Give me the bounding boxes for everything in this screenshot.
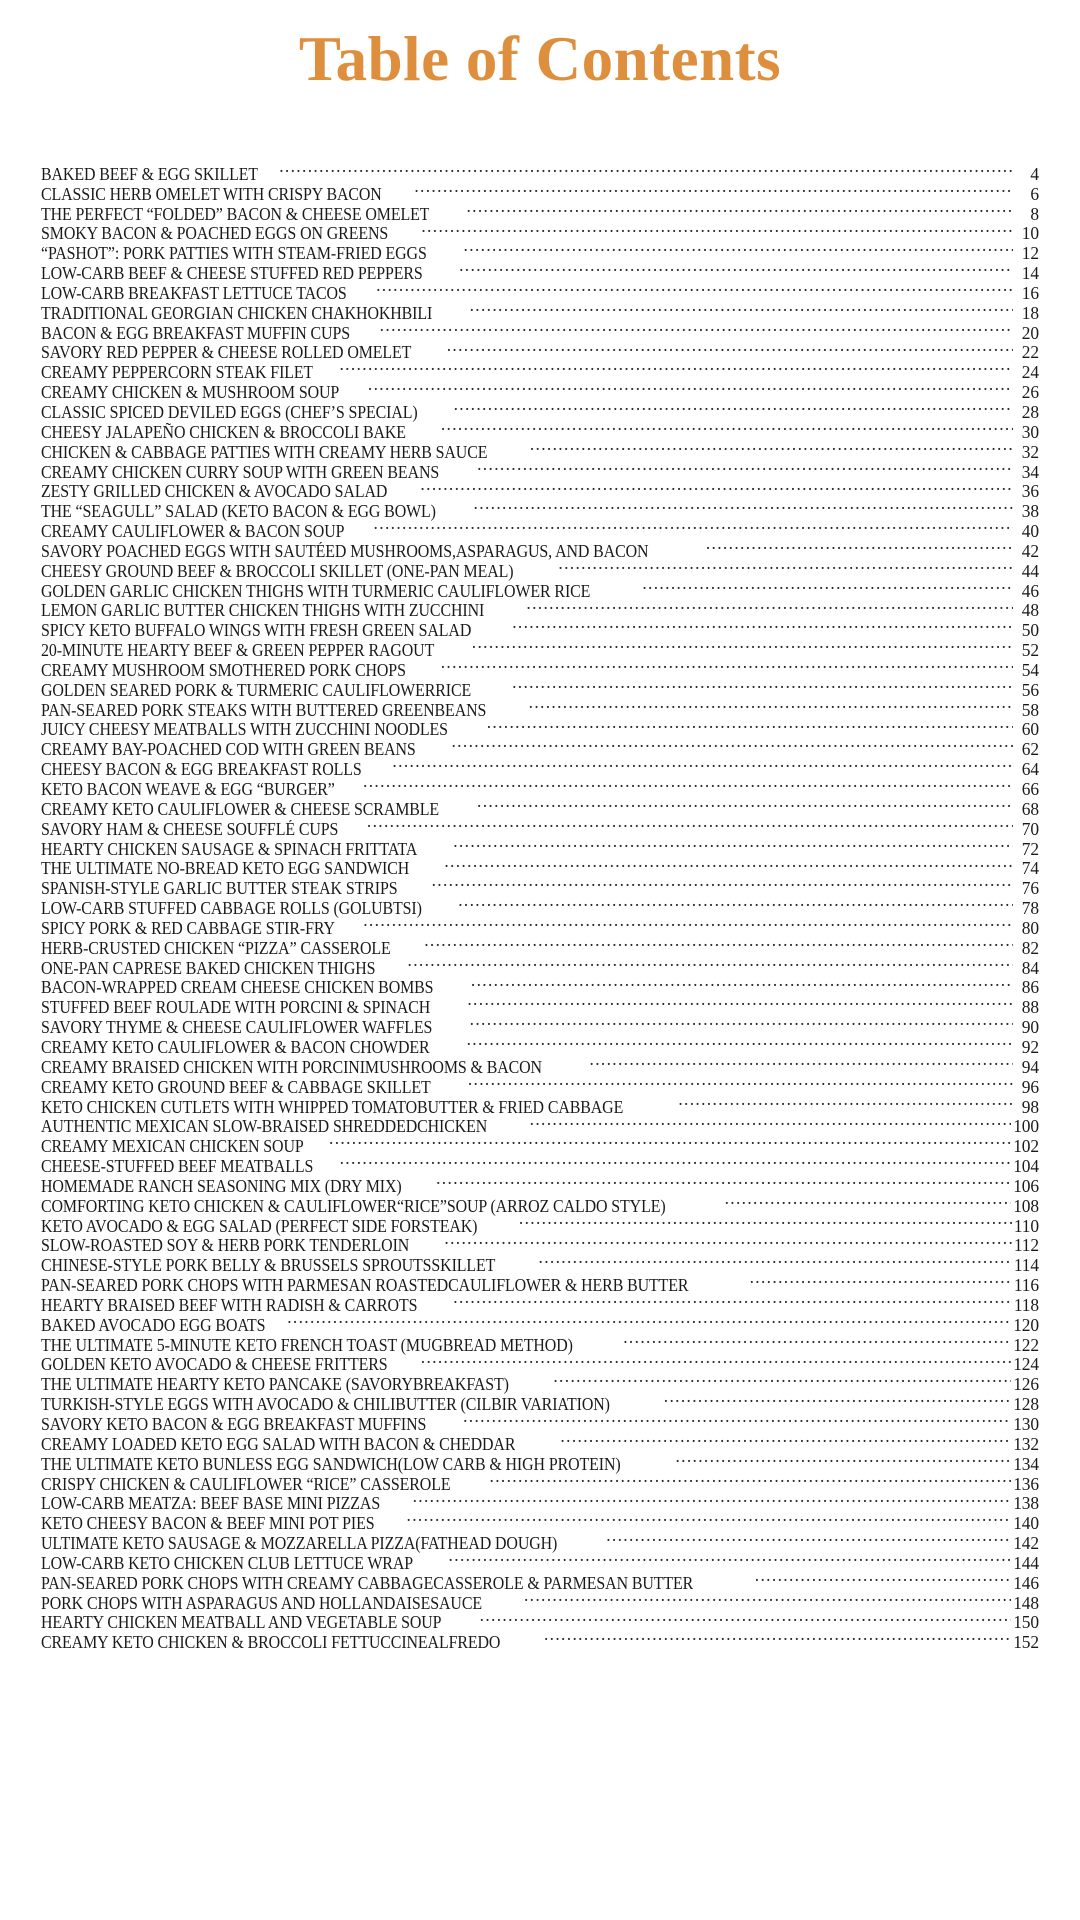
toc-entry-page-number: 12 [1021, 243, 1039, 264]
toc-leader-dots [436, 1172, 1011, 1192]
toc-entry-title: LOW-CARB BEEF & CHEESE STUFFED RED PEPPERS [41, 264, 423, 284]
toc-entry-page-number: 128 [1013, 1394, 1039, 1415]
toc-entry-title: LOW-CARB MEATZA: BEEF BASE MINI PIZZAS [41, 1494, 381, 1514]
toc-entry-title: CHEESE-STUFFED BEEF MEATBALLS [41, 1157, 314, 1177]
toc-entry-page-number: 48 [1021, 600, 1039, 621]
toc-leader-dots [454, 398, 1013, 418]
toc-entry-title: CREAMY LOADED KETO EGG SALAD WITH BACON & CHEDDAR [41, 1434, 516, 1454]
toc-leader-dots [590, 1053, 1014, 1073]
toc-entry-page-number: 80 [1021, 917, 1039, 938]
toc-entry-title: CREAMY MUSHROOM SMOTHERED PORK CHOPS [41, 660, 406, 680]
toc-leader-dots [477, 458, 1013, 478]
toc-entry-title: CREAMY BAY-POACHED COD WITH GREEN BEANS [41, 740, 416, 760]
toc-entry-title: LEMON GARLIC BUTTER CHICKEN THIGHS WITH ZUCCHINI [41, 601, 485, 621]
toc-leader-dots [279, 160, 1013, 180]
toc-entry-page-number: 122 [1013, 1334, 1039, 1355]
toc-entry-title: SMOKY BACON & POACHED EGGS ON GREENS [41, 224, 389, 244]
toc-entry-title: GOLDEN GARLIC CHICKEN THIGHS WITH TURMERIC CAULIFLOWER RICE [41, 581, 591, 601]
toc-leader-dots [453, 835, 1013, 855]
toc-entry-title: PAN-SEARED PORK STEAKS WITH BUTTERED GREENBEANS [41, 700, 487, 720]
toc-entry-page-number: 22 [1021, 342, 1039, 363]
toc-leader-dots [675, 1450, 1011, 1470]
toc-entry-page-number: 26 [1021, 382, 1039, 403]
toc-entry-page-number: 102 [1013, 1136, 1039, 1157]
toc-entry-page-number: 76 [1021, 878, 1039, 899]
toc-entry-title: THE ULTIMATE 5-MINUTE KETO FRENCH TOAST (MUGBREAD METHOD) [41, 1335, 573, 1355]
toc-entry-page-number: 120 [1013, 1314, 1039, 1335]
toc-entry-title: LOW-CARB KETO CHICKEN CLUB LETTUCE WRAP [41, 1553, 413, 1573]
toc-leader-dots [451, 735, 1013, 755]
toc-entry-page-number: 150 [1013, 1612, 1039, 1633]
toc-entry-title: BAKED AVOCADO EGG BOATS [41, 1315, 266, 1335]
toc-leader-dots [420, 478, 1013, 498]
toc-entry-page-number: 114 [1013, 1255, 1039, 1276]
toc-entry-page-number: 136 [1013, 1473, 1039, 1494]
toc-entry-title: CHICKEN & CABBAGE PATTIES WITH CREAMY HERB SAUCE [41, 442, 488, 462]
toc-entry-page-number: 64 [1021, 759, 1039, 780]
toc-entry-page-number: 124 [1013, 1354, 1039, 1375]
toc-entry-page-number: 112 [1013, 1235, 1039, 1256]
toc-leader-dots [367, 815, 1013, 835]
toc-entry-title: SAVORY RED PEPPER & CHEESE ROLLED OMELET [41, 343, 412, 363]
toc-entry-page-number: 126 [1013, 1374, 1039, 1395]
toc-entry-page-number: 130 [1013, 1414, 1039, 1434]
toc-leader-dots [512, 616, 1013, 636]
toc-entry-title: CREAMY CAULIFLOWER & BACON SOUP [41, 522, 345, 542]
toc-leader-dots [664, 1390, 1011, 1410]
toc-entry-title: CREAMY PEPPERCORN STEAK FILET [41, 363, 314, 383]
toc-leader-dots [458, 894, 1013, 914]
toc-entry-title: CHEESY JALAPEÑO CHICKEN & BROCCOLI BAKE [41, 422, 406, 442]
toc-leader-dots [449, 1549, 1012, 1569]
toc-entry-page-number: 6 [1030, 183, 1039, 204]
toc-leader-dots [467, 1033, 1013, 1053]
toc-entry-page-number: 140 [1013, 1513, 1039, 1534]
toc-leader-dots [463, 1410, 1011, 1430]
toc-leader-dots [413, 1490, 1012, 1510]
toc-entry-page-number: 68 [1021, 798, 1039, 819]
toc-entry-page-number: 92 [1021, 1036, 1039, 1057]
toc-entry-title: CREAMY KETO CAULIFLOWER & BACON CHOWDER [41, 1037, 430, 1057]
toc-entry-title: CREAMY CHICKEN & MUSHROOM SOUP [41, 383, 340, 403]
toc-entry-page-number: 90 [1021, 1017, 1039, 1038]
toc-leader-dots [464, 239, 1013, 259]
toc-leader-dots [407, 1509, 1012, 1529]
toc-entry-page-number: 28 [1021, 401, 1039, 422]
toc-entry-title: 20-MINUTE HEARTY BEEF & GREEN PEPPER RAGOUT [41, 641, 435, 661]
toc-leader-dots [444, 855, 1013, 875]
toc-entry-title: CHEESY GROUND BEEF & BROCCOLI SKILLET (ONE-PAN MEAL) [41, 561, 514, 581]
toc-entry-page-number: 4 [1030, 163, 1039, 184]
toc-entry-title: TURKISH-STYLE EGGS WITH AVOCADO & CHILIBUTTER (CILBIR VARIATION) [41, 1395, 610, 1415]
toc-leader-dots [512, 676, 1013, 696]
toc-entry-title: ONE-PAN CAPRESE BAKED CHICKEN THIGHS [41, 958, 376, 978]
toc-leader-dots [530, 1113, 1012, 1133]
toc-entry-title: SLOW-ROASTED SOY & HERB PORK TENDERLOIN [41, 1236, 410, 1256]
toc-leader-dots [466, 200, 1013, 220]
toc-entry-title: “PASHOT”: PORK PATTIES WITH STEAM-FRIED EGGS [41, 244, 427, 264]
toc-entry-page-number: 74 [1021, 858, 1039, 879]
toc-entry-title: CRISPY CHICKEN & CAULIFLOWER “RICE” CASSEROLE [41, 1474, 451, 1494]
toc-entry-title: THE ULTIMATE HEARTY KETO PANCAKE (SAVORYBREAKFAST) [41, 1375, 509, 1395]
toc-leader-dots [421, 220, 1013, 240]
toc-entry-title: THE ULTIMATE KETO BUNLESS EGG SANDWICH(LOW CARB & HIGH PROTEIN) [41, 1454, 621, 1474]
toc-entry-page-number: 78 [1021, 898, 1039, 919]
toc-entry-title: CHINESE-STYLE PORK BELLY & BRUSSELS SPROUTSSKILLET [41, 1256, 496, 1276]
toc-entry-title: LOW-CARB STUFFED CABBAGE ROLLS (GOLUBTSI) [41, 899, 422, 919]
page-title: Table of Contents [298, 24, 782, 94]
toc-leader-dots [529, 696, 1013, 716]
toc-entry-page-number: 88 [1021, 997, 1039, 1018]
toc-entry-page-number: 84 [1021, 957, 1039, 978]
toc-entry-page-number: 86 [1021, 977, 1039, 998]
toc-leader-dots [368, 378, 1013, 398]
toc-leader-dots [441, 418, 1013, 438]
toc-entry-page-number: 20 [1021, 322, 1039, 343]
toc-leader-dots [678, 1093, 1013, 1113]
toc-entry-title: THE ULTIMATE NO-BREAD KETO EGG SANDWICH [41, 859, 410, 879]
toc-entry-title: KETO AVOCADO & EGG SALAD (PERFECT SIDE FORSTEAK) [41, 1216, 478, 1236]
toc-leader-dots [468, 1073, 1013, 1093]
toc-entry-title: SPICY PORK & RED CABBAGE STIR-FRY [41, 918, 335, 938]
toc-leader-dots [287, 1311, 1011, 1331]
toc-entry-title: THE “SEAGULL” SALAD (KETO BACON & EGG BOWL) [41, 502, 436, 522]
toc-leader-dots [706, 537, 1013, 557]
toc-leader-dots [470, 1013, 1013, 1033]
toc-leader-dots [539, 1251, 1012, 1271]
toc-entry-page-number: 58 [1021, 699, 1039, 720]
toc-leader-dots [363, 914, 1013, 934]
toc-entry-title: THE PERFECT “FOLDED” BACON & CHEESE OMELET [41, 204, 430, 224]
toc-entry-page-number: 30 [1021, 421, 1039, 442]
toc-entry-page-number: 40 [1021, 521, 1039, 542]
toc-leader-dots [553, 1370, 1011, 1390]
toc-entry-page-number: 100 [1013, 1116, 1039, 1137]
toc-leader-dots [453, 1291, 1012, 1311]
toc-leader-dots [470, 299, 1013, 319]
toc-leader-dots [374, 517, 1013, 537]
toc-leader-dots [750, 1271, 1012, 1291]
toc-entry-page-number: 60 [1021, 719, 1039, 740]
toc-leader-dots [477, 795, 1013, 815]
toc-entry-title: SAVORY KETO BACON & EGG BREAKFAST MUFFINS [41, 1415, 427, 1434]
toc-entry-page-number: 108 [1013, 1195, 1039, 1216]
toc-leader-dots [544, 1628, 1011, 1648]
toc-entry-title: SAVORY THYME & CHEESE CAULIFLOWER WAFFLES [41, 1018, 433, 1038]
toc-leader-dots [560, 1430, 1011, 1450]
toc-entry-title: CREAMY BRAISED CHICKEN WITH PORCINIMUSHROOMS & BACON [41, 1057, 542, 1077]
toc-entry-page-number: 10 [1021, 223, 1039, 244]
toc-entry-page-number: 146 [1013, 1572, 1039, 1593]
toc-entry-page-number: 72 [1021, 838, 1039, 859]
toc-entry-page-number: 82 [1021, 937, 1039, 958]
toc-leader-dots [421, 1351, 1011, 1371]
toc-entry-page-number: 118 [1013, 1294, 1039, 1315]
toc-leader-dots [376, 279, 1013, 299]
toc-leader-dots [524, 1589, 1011, 1609]
toc-entry-title: HEARTY CHICKEN MEATBALL AND VEGETABLE SOUP [41, 1613, 442, 1633]
toc-entry-title: CREAMY KETO CAULIFLOWER & CHEESE SCRAMBLE [41, 799, 440, 819]
toc-entry-page-number: 106 [1013, 1175, 1039, 1196]
toc-entry-title: SAVORY HAM & CHEESE SOUFFLÉ CUPS [41, 819, 339, 839]
toc-leader-dots [519, 1212, 1012, 1232]
toc-entry-title: CLASSIC HERB OMELET WITH CRISPY BACON [41, 184, 382, 204]
toc-entry-title: CHEESY BACON & EGG BREAKFAST ROLLS [41, 760, 362, 780]
toc-entry-title: ULTIMATE KETO SAUSAGE & MOZZARELLA PIZZA(FATHEAD DOUGH) [41, 1534, 558, 1554]
toc-entry-page-number: 94 [1021, 1056, 1039, 1077]
toc-entry-page-number: 144 [1013, 1552, 1039, 1573]
toc-entry-title: TRADITIONAL GEORGIAN CHICKEN CHAKHOKHBILI [41, 303, 433, 323]
toc-entry-page-number: 42 [1021, 540, 1039, 561]
toc-entry[interactable] [41, 160, 1039, 184]
toc-entry-title: HEARTY CHICKEN SAUSAGE & SPINACH FRITTATA [41, 839, 418, 859]
toc-entry-page-number: 18 [1021, 302, 1039, 323]
toc-entry-page-number: 142 [1013, 1533, 1039, 1554]
toc-entry-title: SPANISH-STYLE GARLIC BUTTER STEAK STRIPS [41, 879, 398, 899]
toc-leader-dots [623, 1331, 1011, 1351]
toc-entry-page-number: 56 [1021, 679, 1039, 700]
toc-entry-page-number: 32 [1021, 441, 1039, 462]
toc-entry-title: STUFFED BEEF ROULADE WITH PORCINI & SPINACH [41, 998, 431, 1018]
toc-entry-title: SPICY KETO BUFFALO WINGS WITH FRESH GREEN SALAD [41, 621, 472, 641]
toc-entry-page-number: 14 [1021, 263, 1039, 284]
toc-entry-title: JUICY CHEESY MEATBALLS WITH ZUCCHINI NOODLES [41, 720, 448, 740]
toc-entry-title: BACON-WRAPPED CREAM CHEESE CHICKEN BOMBS [41, 978, 434, 998]
toc-entry-title: GOLDEN SEARED PORK & TURMERIC CAULIFLOWERRICE [41, 680, 472, 700]
toc-entry-title: PORK CHOPS WITH ASPARAGUS AND HOLLANDAISESAUCE [41, 1593, 482, 1613]
toc-entry-title: ZESTY GRILLED CHICKEN & AVOCADO SALAD [41, 482, 388, 502]
toc-leader-dots [480, 1609, 1012, 1629]
toc-entry-page-number: 50 [1021, 620, 1039, 641]
toc-entry-page-number: 104 [1013, 1156, 1039, 1177]
toc-entry-page-number: 132 [1013, 1433, 1039, 1454]
toc-list [41, 160, 1039, 1653]
toc-entry-title: HEARTY BRAISED BEEF WITH RADISH & CARROTS [41, 1295, 418, 1315]
toc-entry-page-number: 66 [1021, 779, 1039, 799]
toc-leader-dots [472, 636, 1013, 656]
toc-entry-page-number: 36 [1021, 481, 1039, 502]
toc-leader-dots [474, 497, 1013, 517]
toc-entry-page-number: 44 [1021, 560, 1039, 581]
toc-entry-page-number: 152 [1013, 1632, 1039, 1653]
toc-entry-page-number: 34 [1021, 461, 1039, 482]
toc-entry-page-number: 62 [1021, 739, 1039, 760]
toc-entry-title: CLASSIC SPICED DEVILED EGGS (CHEF’S SPECIAL) [41, 402, 418, 422]
toc-entry-page-number: 98 [1021, 1096, 1039, 1117]
toc-leader-dots [490, 1470, 1012, 1490]
toc-entry-title: LOW-CARB BREAKFAST LETTUCE TACOS [41, 283, 347, 303]
toc-entry-page-number: 54 [1021, 659, 1039, 680]
toc-leader-dots [558, 557, 1013, 577]
toc-entry-page-number: 46 [1021, 580, 1039, 601]
toc-leader-dots [447, 339, 1013, 359]
toc-leader-dots [380, 319, 1013, 339]
toc-entry-page-number: 116 [1013, 1275, 1039, 1296]
toc-leader-dots [459, 259, 1013, 279]
toc-entry-page-number: 24 [1021, 362, 1039, 383]
toc-entry-title: PAN-SEARED PORK CHOPS WITH PARMESAN ROASTEDCAULIFLOWER & HERB BUTTER [41, 1276, 689, 1296]
toc-entry-page-number: 134 [1013, 1453, 1039, 1474]
toc-entry-title: BACON & EGG BREAKFAST MUFFIN CUPS [41, 323, 350, 343]
toc-entry-title: COMFORTING KETO CHICKEN & CAULIFLOWER“RICE”SOUP (ARROZ CALDO STYLE) [41, 1196, 666, 1216]
toc-entry-title: CREAMY KETO CHICKEN & BROCCOLI FETTUCCINEALFREDO [41, 1633, 501, 1653]
toc-entry-title: GOLDEN KETO AVOCADO & CHEESE FRITTERS [41, 1355, 388, 1375]
toc-leader-dots [340, 1152, 1012, 1172]
toc-leader-dots [530, 438, 1013, 458]
toc-entry-title: CREAMY CHICKEN CURRY SOUP WITH GREEN BEANS [41, 462, 440, 482]
toc-leader-dots [444, 1232, 1011, 1252]
toc-leader-dots [755, 1569, 1011, 1589]
toc-entry-title: CREAMY KETO GROUND BEEF & CABBAGE SKILLET [41, 1077, 431, 1097]
toc-leader-dots [471, 974, 1013, 994]
toc-entry-title: KETO CHICKEN CUTLETS WITH WHIPPED TOMATOBUTTER & FRIED CABBAGE [41, 1097, 624, 1117]
toc-leader-dots [642, 577, 1013, 597]
toc-leader-dots [606, 1529, 1011, 1549]
toc-leader-dots [363, 775, 1013, 795]
toc-entry-title: AUTHENTIC MEXICAN SLOW-BRAISED SHREDDEDCHICKEN [41, 1117, 488, 1137]
toc-entry-page-number: 138 [1013, 1493, 1039, 1514]
toc-leader-dots [329, 1132, 1011, 1152]
toc-leader-dots [526, 597, 1013, 617]
toc-entry-title: SAVORY POACHED EGGS WITH SAUTÉED MUSHROOMS,ASPARAGUS, AND BACON [41, 541, 649, 561]
toc-leader-dots [725, 1192, 1012, 1212]
toc-entry-page-number: 96 [1021, 1076, 1039, 1097]
toc-leader-dots [392, 755, 1013, 775]
toc-leader-dots [432, 874, 1013, 894]
toc-entry-title: HOMEMADE RANCH SEASONING MIX (DRY MIX) [41, 1176, 402, 1196]
toc-entry-page-number: 70 [1021, 818, 1039, 839]
toc-entry-page-number: 52 [1021, 640, 1039, 661]
toc-leader-dots [414, 180, 1013, 200]
toc-entry-title: KETO BACON WEAVE & EGG “BURGER” [41, 780, 335, 799]
toc-entry-title: BAKED BEEF & EGG SKILLET [41, 164, 259, 184]
toc-entry-title: CREAMY MEXICAN CHICKEN SOUP [41, 1137, 304, 1157]
toc-entry-title: KETO CHEESY BACON & BEEF MINI POT PIES [41, 1514, 375, 1534]
toc-leader-dots [441, 656, 1013, 676]
toc-leader-dots [424, 934, 1013, 954]
toc-entry-page-number: 8 [1030, 203, 1039, 224]
toc-leader-dots [408, 954, 1013, 974]
toc-entry-title: PAN-SEARED PORK CHOPS WITH CREAMY CABBAGECASSEROLE & PARMESAN BUTTER [41, 1573, 694, 1593]
toc-entry-title: HERB-CRUSTED CHICKEN “PIZZA” CASSEROLE [41, 938, 391, 958]
toc-entry-page-number: 148 [1013, 1592, 1039, 1613]
toc-entry-page-number: 16 [1021, 282, 1039, 303]
toc-entry-page-number: 110 [1013, 1215, 1039, 1236]
toc-leader-dots [467, 993, 1013, 1013]
toc-leader-dots [487, 716, 1013, 736]
toc-entry-page-number: 38 [1021, 501, 1039, 522]
toc-leader-dots [339, 358, 1013, 378]
